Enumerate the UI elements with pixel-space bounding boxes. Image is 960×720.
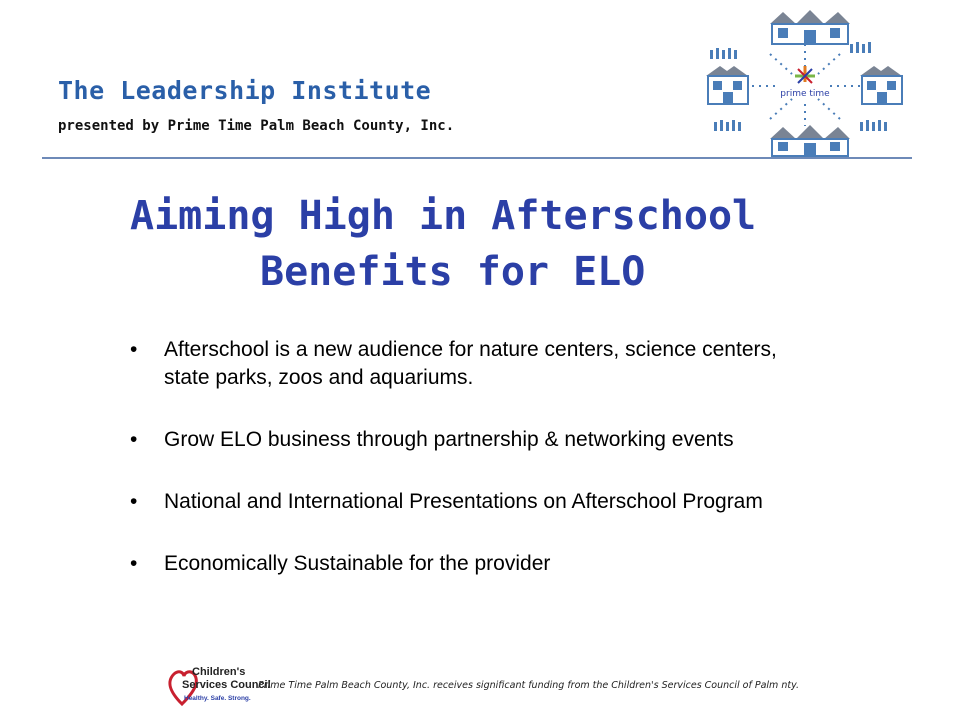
bullet-item bbox=[128, 336, 828, 392]
house-top bbox=[770, 10, 850, 44]
house-bottom bbox=[770, 125, 850, 156]
house-right bbox=[860, 66, 902, 104]
header-subtitle: presented by Prime Time Palm Beach County, Inc. bbox=[58, 118, 455, 134]
prime-time-logo-text: prime time bbox=[780, 89, 830, 99]
bullet-marker: • bbox=[130, 338, 138, 361]
bullet-item bbox=[128, 550, 828, 578]
bullet-text: National and International Presentations on Afterschool Program bbox=[164, 490, 763, 513]
childrens-services-council-logo bbox=[168, 660, 271, 708]
bullet-marker: • bbox=[130, 490, 138, 513]
slide-title-line-1: Aiming High in Afterschool bbox=[130, 193, 757, 239]
csc-logo-line-1: Children's bbox=[192, 666, 246, 678]
houses-network-logo bbox=[700, 4, 910, 158]
bullet-item bbox=[128, 426, 828, 454]
csc-logo-line-2: Services Council bbox=[182, 679, 271, 691]
bullet-marker: • bbox=[130, 552, 138, 575]
house-left bbox=[706, 66, 748, 104]
bullet-list bbox=[128, 336, 828, 612]
bullet-item bbox=[128, 488, 828, 516]
slide-title bbox=[130, 188, 800, 300]
bullet-text: Afterschool is a new audience for nature centers, science centers, state parks, zoos and aquariums. bbox=[164, 338, 777, 389]
bullet-marker: • bbox=[130, 428, 138, 451]
csc-logo-tagline: Healthy. Safe. Strong. bbox=[184, 695, 251, 702]
bullet-text: Grow ELO business through partnership & networking events bbox=[164, 428, 734, 451]
header-title: The Leadership Institute bbox=[58, 76, 432, 105]
header-divider bbox=[42, 157, 912, 159]
funding-note: Prime Time Palm Beach County, Inc. receives significant funding from the Children's Services Council of Palm nty. bbox=[258, 680, 799, 691]
bullet-text: Economically Sustainable for the provider bbox=[164, 552, 551, 575]
prime-time-mark bbox=[780, 66, 830, 99]
slide-title-line-2: Benefits for ELO bbox=[260, 249, 646, 295]
dotted-connectors bbox=[745, 44, 860, 126]
